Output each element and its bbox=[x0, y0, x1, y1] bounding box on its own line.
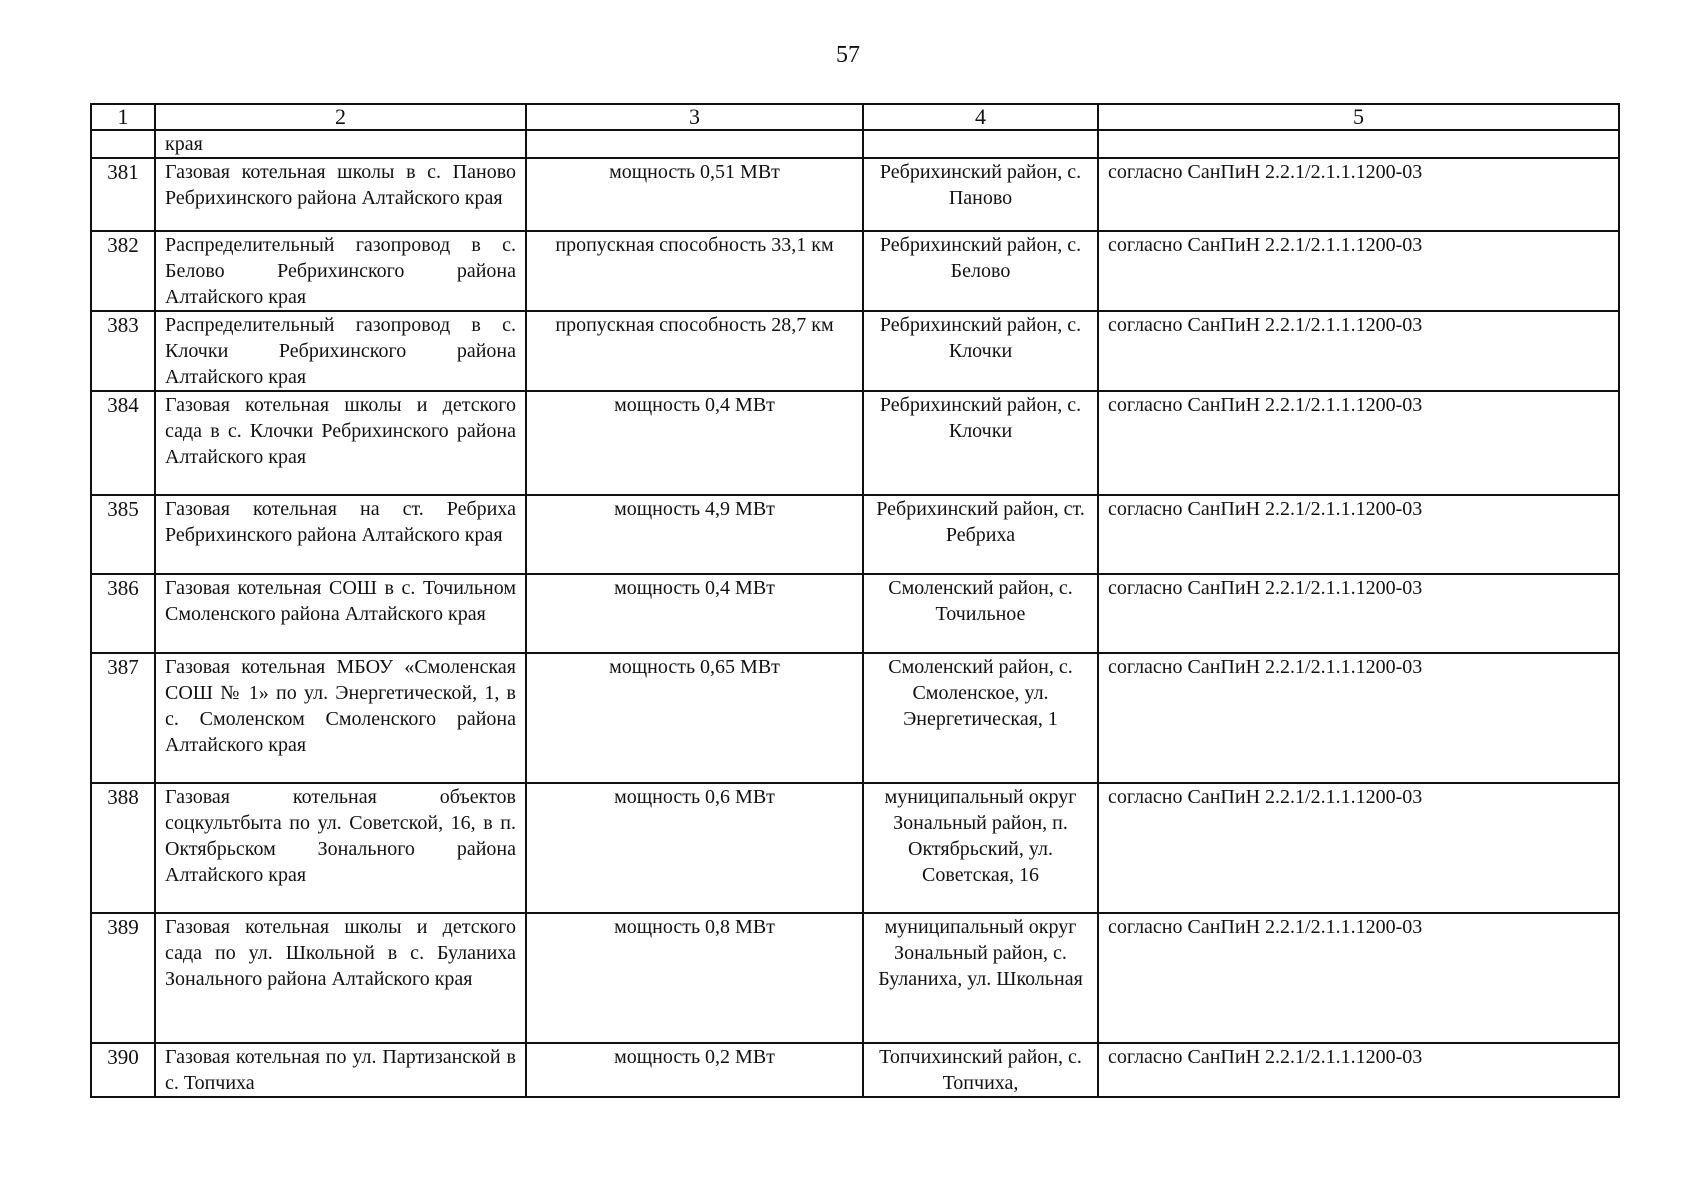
cell-location: Ребрихинский район, с. Клочки bbox=[863, 391, 1098, 495]
column-header-2: 2 bbox=[155, 104, 526, 130]
cell-num: 382 bbox=[91, 231, 155, 311]
registry-table bbox=[90, 103, 1620, 1098]
cell-capacity: мощность 0,6 МВт bbox=[526, 783, 863, 913]
cell-name: Газовая котельная объектов соцкультбыта по ул. Советской, 16, в п. Октябрьском Зонального района Алтайского края bbox=[155, 783, 526, 913]
cell-norm: согласно СанПиН 2.2.1/2.1.1.1200-03 bbox=[1098, 1043, 1619, 1097]
cell-capacity: пропускная способность 28,7 км bbox=[526, 311, 863, 391]
cell-num: 384 bbox=[91, 391, 155, 495]
cell-location: Ребрихинский район, с. Белово bbox=[863, 231, 1098, 311]
table-row bbox=[91, 495, 1619, 574]
cell-capacity: мощность 0,2 МВт bbox=[526, 1043, 863, 1097]
cell-num bbox=[91, 130, 155, 158]
cell-norm: согласно СанПиН 2.2.1/2.1.1.1200-03 bbox=[1098, 231, 1619, 311]
cell-capacity: мощность 0,65 МВт bbox=[526, 653, 863, 783]
cell-name: края bbox=[155, 130, 526, 158]
page-number: 57 bbox=[836, 42, 860, 68]
cell-num: 387 bbox=[91, 653, 155, 783]
cell-norm bbox=[1098, 130, 1619, 158]
cell-name: Газовая котельная на ст. Ребриха Ребрихинского района Алтайского края bbox=[155, 495, 526, 574]
cell-location: муниципальный округ Зональный район, с. Буланиха, ул. Школьная bbox=[863, 913, 1098, 1043]
table-row bbox=[91, 574, 1619, 653]
cell-capacity: мощность 0,51 МВт bbox=[526, 158, 863, 231]
cell-name: Газовая котельная школы и детского сада по ул. Школьной в с. Буланиха Зонального района Алтайского края bbox=[155, 913, 526, 1043]
column-header-4: 4 bbox=[863, 104, 1098, 130]
cell-location: муниципальный округ Зональный район, п. Октябрьский, ул. Советская, 16 bbox=[863, 783, 1098, 913]
cell-location bbox=[863, 130, 1098, 158]
cell-capacity: мощность 0,8 МВт bbox=[526, 913, 863, 1043]
cell-num: 386 bbox=[91, 574, 155, 653]
cell-num: 389 bbox=[91, 913, 155, 1043]
cell-location: Ребрихинский район, ст. Ребриха bbox=[863, 495, 1098, 574]
table-row bbox=[91, 913, 1619, 1043]
table-row bbox=[91, 231, 1619, 311]
column-header-3: 3 bbox=[526, 104, 863, 130]
cell-location: Ребрихинский район, с. Паново bbox=[863, 158, 1098, 231]
cell-capacity bbox=[526, 130, 863, 158]
table-row bbox=[91, 783, 1619, 913]
cell-location: Топчихинский район, с. Топчиха, bbox=[863, 1043, 1098, 1097]
cell-capacity: мощность 4,9 МВт bbox=[526, 495, 863, 574]
cell-name: Распределительный газопровод в с. Белово Ребрихинского района Алтайского края bbox=[155, 231, 526, 311]
cell-norm: согласно СанПиН 2.2.1/2.1.1.1200-03 bbox=[1098, 574, 1619, 653]
cell-norm: согласно СанПиН 2.2.1/2.1.1.1200-03 bbox=[1098, 783, 1619, 913]
cell-num: 383 bbox=[91, 311, 155, 391]
cell-num: 381 bbox=[91, 158, 155, 231]
cell-norm: согласно СанПиН 2.2.1/2.1.1.1200-03 bbox=[1098, 913, 1619, 1043]
cell-name: Газовая котельная МБОУ «Смоленская СОШ № 1» по ул. Энергетической, 1, в с. Смоленском Смоленского района Алтайского края bbox=[155, 653, 526, 783]
cell-norm: согласно СанПиН 2.2.1/2.1.1.1200-03 bbox=[1098, 158, 1619, 231]
table-row bbox=[91, 1043, 1619, 1097]
cell-norm: согласно СанПиН 2.2.1/2.1.1.1200-03 bbox=[1098, 391, 1619, 495]
cell-norm: согласно СанПиН 2.2.1/2.1.1.1200-03 bbox=[1098, 311, 1619, 391]
cell-name: Газовая котельная школы в с. Паново Ребрихинского района Алтайского края bbox=[155, 158, 526, 231]
table-row bbox=[91, 311, 1619, 391]
column-header-5: 5 bbox=[1098, 104, 1619, 130]
table-row bbox=[91, 391, 1619, 495]
cell-location: Смоленский район, с. Точильное bbox=[863, 574, 1098, 653]
table-row bbox=[91, 653, 1619, 783]
cell-capacity: мощность 0,4 МВт bbox=[526, 574, 863, 653]
cell-norm: согласно СанПиН 2.2.1/2.1.1.1200-03 bbox=[1098, 495, 1619, 574]
cell-num: 388 bbox=[91, 783, 155, 913]
cell-num: 390 bbox=[91, 1043, 155, 1097]
table-row bbox=[91, 158, 1619, 231]
cell-norm: согласно СанПиН 2.2.1/2.1.1.1200-03 bbox=[1098, 653, 1619, 783]
cell-location: Смоленский район, с. Смоленское, ул. Энергетическая, 1 bbox=[863, 653, 1098, 783]
cell-name: Газовая котельная СОШ в с. Точильном Смоленского района Алтайского края bbox=[155, 574, 526, 653]
header-row bbox=[91, 104, 1619, 130]
cell-capacity: мощность 0,4 МВт bbox=[526, 391, 863, 495]
cell-name: Газовая котельная по ул. Партизанской в с. Топчиха bbox=[155, 1043, 526, 1097]
continuation-row bbox=[91, 130, 1619, 158]
cell-name: Распределительный газопровод в с. Клочки Ребрихинского района Алтайского края bbox=[155, 311, 526, 391]
cell-location: Ребрихинский район, с. Клочки bbox=[863, 311, 1098, 391]
cell-num: 385 bbox=[91, 495, 155, 574]
cell-capacity: пропускная способность 33,1 км bbox=[526, 231, 863, 311]
cell-name: Газовая котельная школы и детского сада в с. Клочки Ребрихинского района Алтайского края bbox=[155, 391, 526, 495]
column-header-1: 1 bbox=[91, 104, 155, 130]
